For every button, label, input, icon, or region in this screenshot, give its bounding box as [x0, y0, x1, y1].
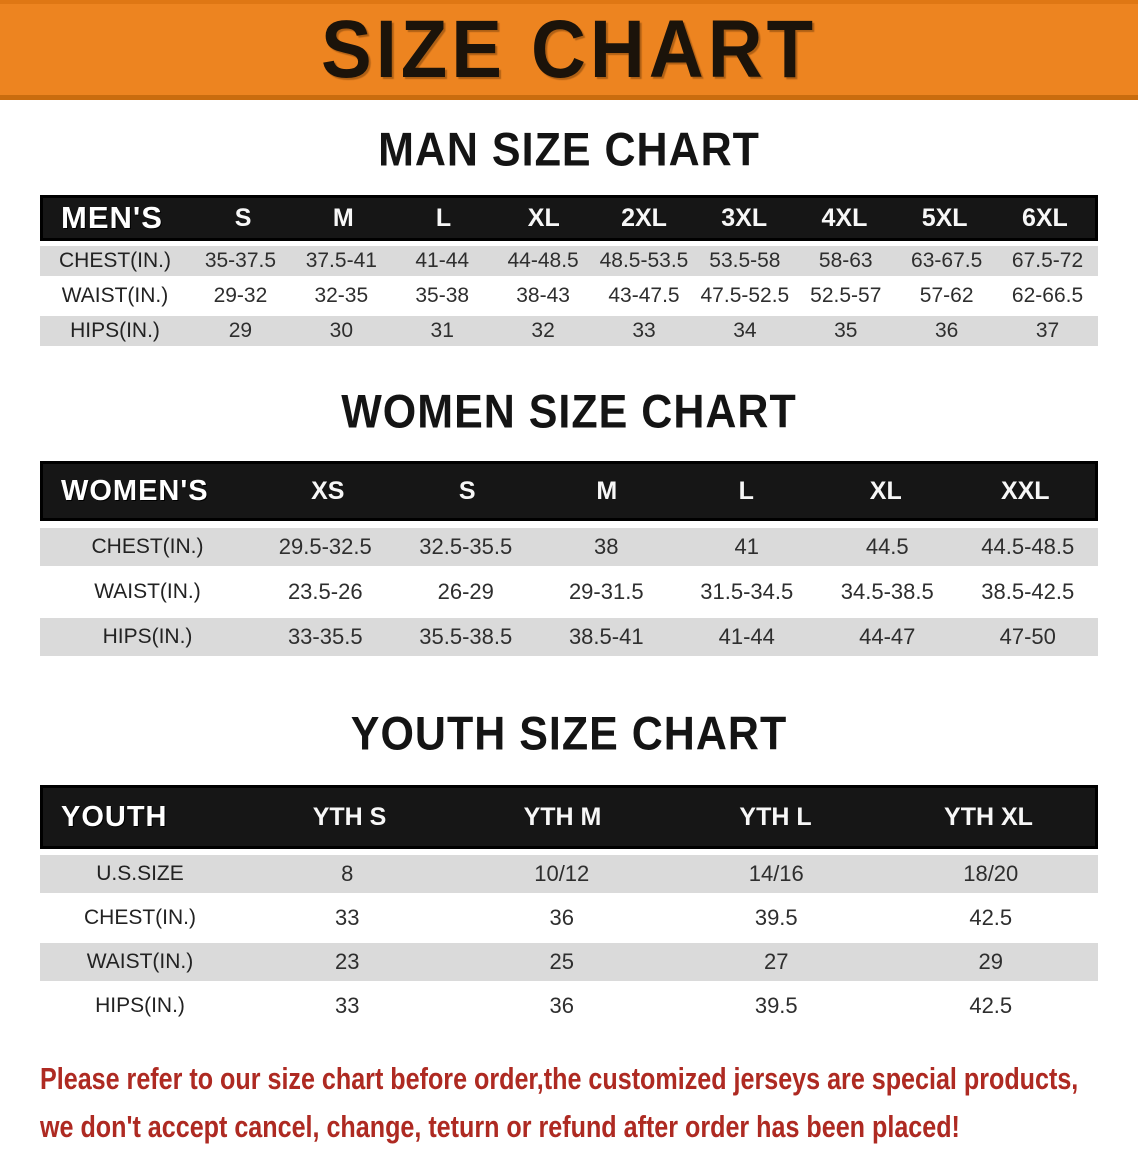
- row-label: HIPS(IN.): [95, 994, 185, 1017]
- size-cell: 29.5-32.5: [278, 534, 372, 559]
- women-section-heading: WOMEN SIZE CHART: [341, 385, 797, 439]
- size-cell: 44.5-48.5: [981, 534, 1075, 559]
- size-cell: 32.5-35.5: [419, 534, 513, 559]
- size-cell: 29-32: [213, 284, 268, 307]
- men-table-header: [40, 195, 1098, 241]
- women-chest-row: [40, 528, 1098, 566]
- men-chest-row: [40, 246, 1098, 276]
- size-cell: 58-63: [818, 249, 873, 272]
- size-cell: 30: [329, 319, 353, 342]
- size-cell: 43-47.5: [608, 284, 680, 307]
- size-cell: 35: [834, 319, 858, 342]
- size-cell: 35-38: [415, 284, 470, 307]
- size-cell: 33: [632, 319, 656, 342]
- size-cell: 29: [978, 949, 1003, 974]
- size-cell: 39.5: [754, 905, 798, 930]
- size-cell: 41-44: [415, 249, 470, 272]
- row-label: HIPS(IN.): [70, 319, 160, 342]
- men-col-header: 5XL: [921, 203, 968, 232]
- size-cell: 36: [549, 905, 574, 930]
- size-cell: 8: [341, 861, 354, 886]
- women-col-header: XS: [311, 476, 345, 505]
- banner-title: SIZE CHART: [321, 3, 817, 95]
- size-cell: 26-29: [437, 579, 494, 604]
- size-cell: 23.5-26: [287, 579, 363, 604]
- men-col-header: 3XL: [721, 203, 768, 232]
- size-cell: 23: [335, 949, 360, 974]
- row-label: HIPS(IN.): [102, 625, 193, 648]
- youth-col-header: YTH XL: [944, 802, 1033, 831]
- size-cell: 14/16: [748, 861, 804, 886]
- men-corner-label: MEN'S: [61, 200, 163, 235]
- disclaimer-line-2: we don't accept cancel, change, teturn or refund after order has been placed!: [40, 1109, 960, 1144]
- size-cell: 32: [531, 319, 555, 342]
- size-cell: 38.5-42.5: [981, 579, 1075, 604]
- size-cell: 36: [549, 993, 574, 1018]
- men-section-heading: MAN SIZE CHART: [378, 123, 760, 177]
- disclaimer-text: [40, 1055, 1138, 1151]
- youth-table-header: [40, 785, 1098, 849]
- men-size-table: [40, 195, 1098, 346]
- banner: [0, 0, 1138, 100]
- size-cell: 63-67.5: [911, 249, 983, 272]
- women-col-header: L: [738, 476, 754, 505]
- youth-corner-label: YOUTH: [61, 800, 168, 833]
- women-table-header: [40, 461, 1098, 521]
- men-col-header: L: [435, 203, 452, 232]
- youth-section-heading: YOUTH SIZE CHART: [350, 707, 788, 761]
- size-cell: 44.5: [865, 534, 909, 559]
- men-col-header: 4XL: [821, 203, 868, 232]
- men-col-header: M: [332, 203, 354, 232]
- women-corner-label: WOMEN'S: [61, 474, 209, 507]
- row-label: WAIST(IN.): [86, 950, 194, 973]
- size-cell: 36: [934, 319, 959, 342]
- size-cell: 32-35: [314, 284, 369, 307]
- youth-waist-row: [40, 943, 1098, 981]
- men-col-header: 6XL: [1021, 203, 1068, 232]
- row-label: CHEST(IN.): [59, 249, 171, 272]
- row-label: WAIST(IN.): [61, 284, 169, 307]
- youth-size-table: [40, 785, 1098, 1025]
- size-cell: 38-43: [516, 284, 570, 307]
- size-cell: 41-44: [718, 624, 775, 649]
- youth-ussize-row: [40, 855, 1098, 893]
- women-col-header: XL: [869, 476, 902, 505]
- size-cell: 25: [549, 949, 574, 974]
- size-cell: 53.5-58: [709, 249, 781, 272]
- size-cell: 29-31.5: [568, 579, 644, 604]
- size-cell: 34: [733, 319, 757, 342]
- size-cell: 41: [734, 534, 759, 559]
- size-cell: 67.5-72: [1011, 249, 1084, 272]
- youth-chest-row: [40, 899, 1098, 937]
- youth-hips-row: [40, 987, 1098, 1025]
- row-label: WAIST(IN.): [94, 580, 201, 603]
- size-cell: 38: [594, 534, 619, 559]
- size-cell: 48.5-53.5: [599, 249, 689, 272]
- size-cell: 10/12: [534, 861, 590, 886]
- women-col-header: S: [458, 476, 476, 505]
- size-cell: 44-48.5: [507, 249, 579, 272]
- size-cell: 52.5-57: [810, 284, 882, 307]
- row-label: CHEST(IN.): [84, 906, 196, 929]
- men-waist-row: [40, 281, 1098, 311]
- women-hips-row: [40, 618, 1098, 656]
- size-cell: 62-66.5: [1011, 284, 1084, 307]
- men-col-header: S: [234, 203, 252, 232]
- women-size-table: [40, 461, 1098, 656]
- size-cell: 44-47: [859, 624, 916, 649]
- youth-col-header: YTH S: [312, 802, 387, 831]
- men-col-header: XL: [527, 203, 560, 232]
- size-cell: 57-62: [919, 284, 974, 307]
- size-cell: 33-35.5: [287, 624, 363, 649]
- youth-col-header: YTH M: [523, 802, 602, 831]
- size-cell: 38.5-41: [568, 624, 644, 649]
- size-cell: 37: [1035, 319, 1060, 342]
- disclaimer-line-1: Please refer to our size chart before order,the customized jerseys are special products,: [40, 1061, 1079, 1096]
- size-cell: 47.5-52.5: [700, 284, 790, 307]
- size-cell: 29: [228, 319, 253, 342]
- women-waist-row: [40, 573, 1098, 611]
- men-col-header: 2XL: [621, 203, 667, 232]
- row-label: U.S.SIZE: [96, 862, 184, 885]
- women-col-header: M: [596, 476, 618, 505]
- size-cell: 39.5: [754, 993, 798, 1018]
- size-cell: 42.5: [969, 993, 1013, 1018]
- size-cell: 33: [335, 993, 360, 1018]
- size-cell: 31.5-34.5: [700, 579, 794, 604]
- size-cell: 35.5-38.5: [419, 624, 513, 649]
- size-cell: 31: [430, 319, 454, 342]
- youth-col-header: YTH L: [739, 802, 812, 831]
- size-cell: 27: [764, 949, 789, 974]
- size-cell: 42.5: [969, 905, 1013, 930]
- size-cell: 47-50: [999, 624, 1056, 649]
- size-cell: 35-37.5: [204, 249, 277, 272]
- size-cell: 37.5-41: [305, 249, 377, 272]
- men-hips-row: [40, 316, 1098, 346]
- size-cell: 33: [335, 905, 360, 930]
- women-col-header: XXL: [1000, 476, 1050, 505]
- row-label: CHEST(IN.): [91, 535, 204, 558]
- size-cell: 18/20: [963, 861, 1019, 886]
- size-cell: 34.5-38.5: [840, 579, 934, 604]
